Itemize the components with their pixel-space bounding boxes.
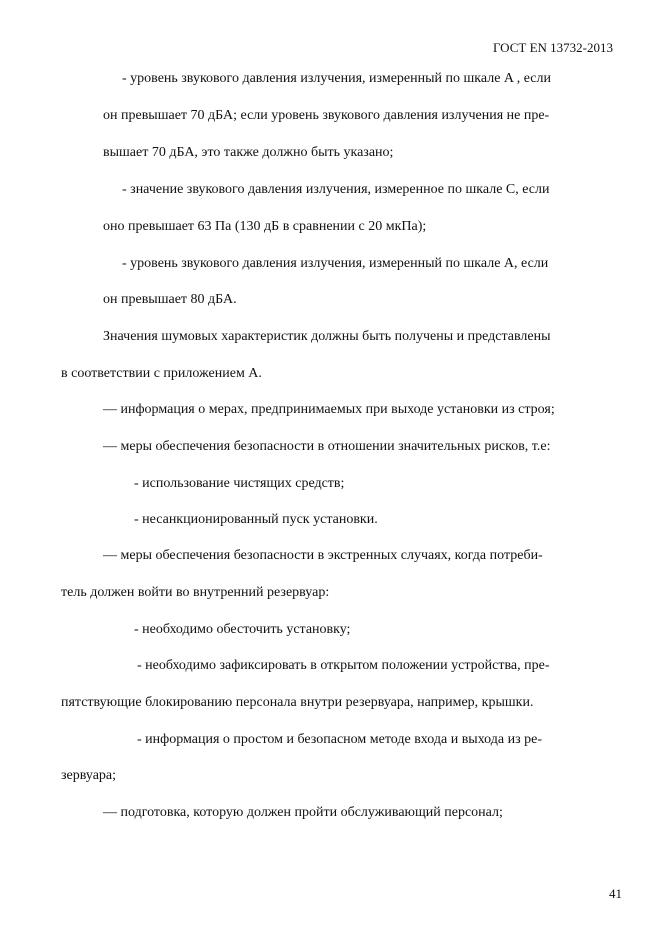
- text-line: - уровень звукового давления излучения, измеренный по шкале A , если: [122, 71, 552, 86]
- text-line: вышает 70 дБА, это также должно быть указано;: [103, 145, 394, 160]
- text-line: он превышает 80 дБА.: [103, 292, 237, 307]
- text-line: — меры обеспечения безопасности в экстренных случаях, когда потреби-: [103, 548, 543, 563]
- text-line: - необходимо зафиксировать в открытом положении устройства, пре-: [137, 658, 550, 673]
- text-line: в соответствии с приложением А.: [61, 366, 262, 381]
- text-line: - информация о простом и безопасном методе входа и выхода из ре-: [137, 732, 543, 747]
- page-number: 41: [609, 886, 622, 901]
- text-line: зервуара;: [61, 768, 117, 783]
- text-line: — подготовка, которую должен пройти обслуживающий персонал;: [103, 805, 503, 820]
- text-line: пятствующие блокированию персонала внутри резервуара, например, крышки.: [61, 695, 534, 710]
- text-line: оно превышает 63 Па (130 дБ в сравнении с 20 мкПа);: [103, 219, 427, 234]
- text-line: - использование чистящих средств;: [134, 476, 345, 491]
- text-line: - несанкционированный пуск установки.: [134, 512, 378, 527]
- text-line: Значения шумовых характеристик должны быть получены и представлены: [103, 329, 551, 344]
- text-line: - значение звукового давления излучения, измеренное по шкале C, если: [122, 182, 550, 197]
- text-line: тель должен войти во внутренний резервуар:: [61, 585, 330, 600]
- text-line: - уровень звукового давления излучения, измеренный по шкале A, если: [122, 256, 549, 271]
- text-line: — информация о мерах, предпринимаемых при выходе установки из строя;: [103, 402, 555, 417]
- text-line: он превышает 70 дБА; если уровень звукового давления излучения не пре-: [103, 108, 550, 123]
- document-header: ГОСТ EN 13732-2013: [492, 40, 613, 55]
- text-line: — меры обеспечения безопасности в отношении значительных рисков, т.е:: [103, 439, 551, 454]
- text-line: - необходимо обесточить установку;: [134, 622, 351, 637]
